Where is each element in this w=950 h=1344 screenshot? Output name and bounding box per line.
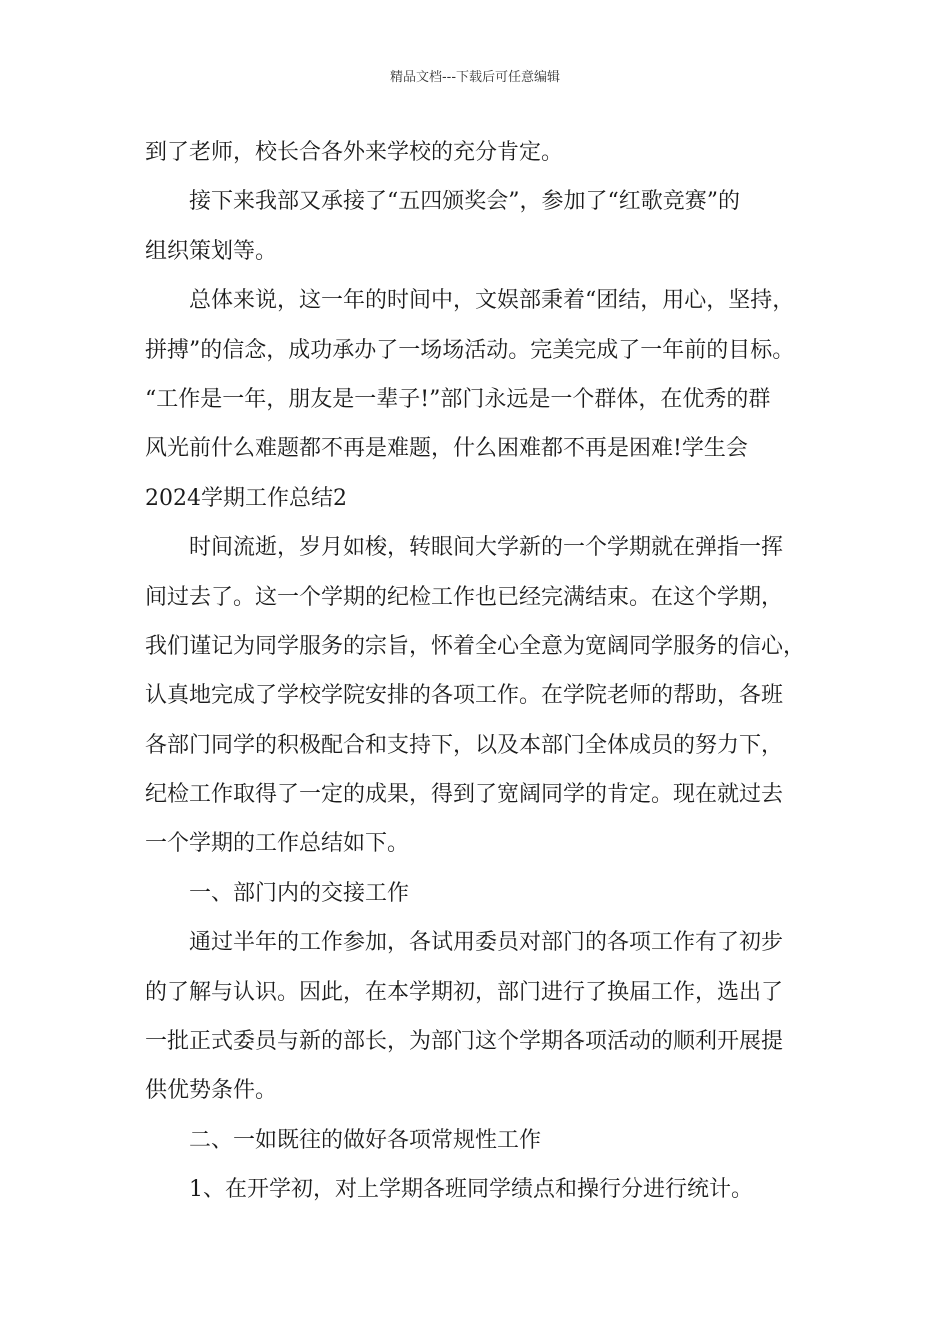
text-line: 2024学期工作总结2 bbox=[145, 485, 347, 511]
text-line: 认真地完成了学校学院安排的各项工作。在学院老师的帮助，各班 bbox=[145, 683, 784, 709]
text-line: 我们谨记为同学服务的宗旨，怀着全心全意为宽阔同学服务的信心， bbox=[145, 633, 806, 659]
text-line: 一批正式委员与新的部长，为部门这个学期各项活动的顺利开展提 bbox=[145, 1029, 784, 1055]
section-heading: 二、一如既往的做好各项常规性工作 bbox=[189, 1127, 542, 1153]
text-line: 到了老师，校长合各外来学校的充分肯定。 bbox=[145, 140, 564, 165]
section-heading: 一、部门内的交接工作 bbox=[189, 880, 410, 906]
text-line: 纪检工作取得了一定的成果，得到了宽阔同学的肯定。现在就过去 bbox=[145, 782, 784, 808]
text-line: 通过半年的工作参加，各试用委员对部门的各项工作有了初步 bbox=[189, 930, 784, 956]
page-header: 精品文档---下载后可任意编辑 bbox=[389, 70, 561, 85]
text-line: 时间流逝，岁月如梭，转眼间大学新的一个学期就在弹指一挥 bbox=[189, 535, 784, 561]
text-line: 组织策划等。 bbox=[145, 238, 278, 264]
text-line: 间过去了。这一个学期的纪检工作也已经完满结束。在这个学期， bbox=[145, 584, 784, 610]
text-line: 一个学期的工作总结如下。 bbox=[145, 831, 410, 857]
text-line: 供优势条件。 bbox=[145, 1078, 278, 1104]
text-line: 接下来我部又承接了“五四颁奖会”，参加了“红歌竞赛”的 bbox=[189, 189, 740, 215]
text-line: 的了解与认识。因此，在本学期初，部门进行了换届工作，选出了 bbox=[145, 979, 784, 1005]
document-body bbox=[145, 128, 825, 1215]
text-line: 各部门同学的积极配合和支持下，以及本部门全体成员的努力下， bbox=[145, 732, 784, 758]
text-line: 拼搏”的信念，成功承办了一场场活动。完美完成了一年前的目标。 bbox=[145, 337, 795, 363]
text-line: 风光前什么难题都不再是难题，什么困难都不再是困难!学生会 bbox=[145, 436, 748, 462]
text-line: 总体来说，这一年的时间中，文娱部秉着“团结，用心，坚持， bbox=[189, 288, 795, 314]
text-line: 1、在开学初，对上学期各班同学绩点和操行分进行统计。 bbox=[189, 1177, 753, 1203]
text-line: “工作是一年，朋友是一辈子!”部门永远是一个群体，在优秀的群 bbox=[145, 386, 771, 412]
